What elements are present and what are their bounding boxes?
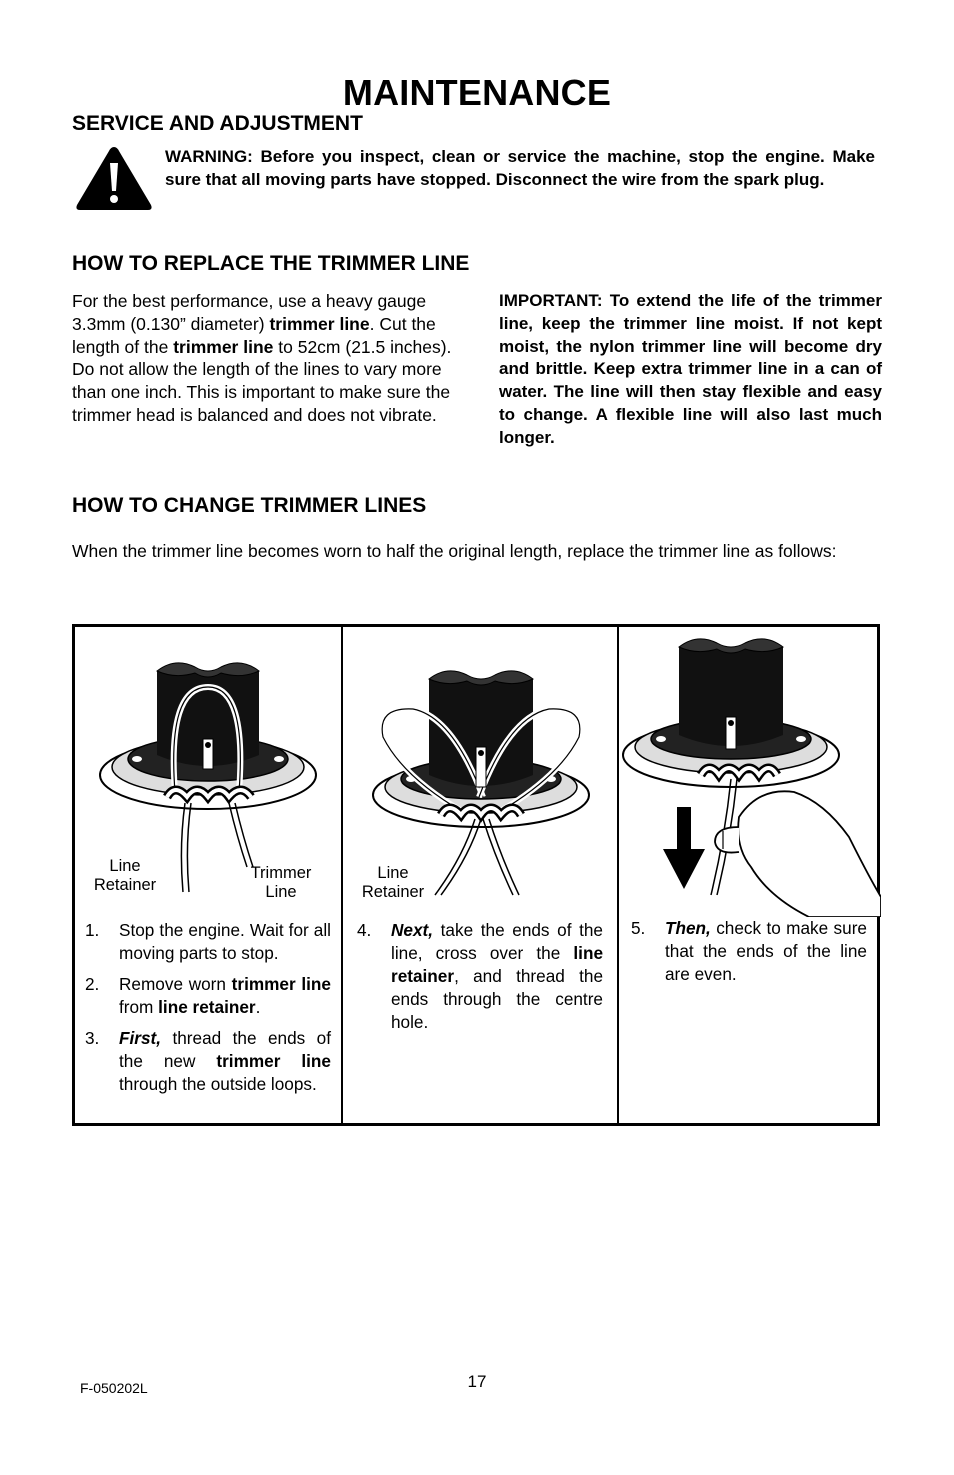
line-retainer-label: Line Retainer — [361, 864, 425, 901]
warning-text: WARNING: Before you inspect, clean or service the machine, stop the engine. Make sure that all moving parts have stopped. Disconnect the wire from the spark plug. — [165, 147, 875, 189]
step-4: 4. Next, take the ends of the line, cross over the line retainer, and thread the ends through the centre hole. — [357, 920, 603, 1032]
step-5: 5. Then, check to make sure that the ends of the line are even. — [631, 918, 867, 984]
service-heading: SERVICE AND ADJUSTMENT — [72, 112, 363, 135]
line-retainer-label: Line Retainer — [93, 857, 157, 894]
steps-5 — [631, 917, 867, 994]
important-note: IMPORTANT: To extend the life of the trimmer line, keep the trimmer line moist. If not kept moist, the nylon trimmer line will become dry and brittle. Keep extra trimmer line in a can of water. The line will then stay flexible and easy to change. A flexible line will also last much longer. — [499, 291, 882, 447]
replace-body: For the best performance, use a heavy gauge 3.3mm (0.130” diameter) trimmer line. Cut the length of the trimmer line to 52cm (21.5 inches). Do not allow the length of the lines to vary more than one inch. This is important to make sure the trimmer head is balanced and does not vibrate. — [72, 291, 452, 425]
change-intro: When the trimmer line becomes worn to half the original length, replace the trimmer line as follows: — [72, 541, 837, 561]
steps-1-3 — [85, 919, 331, 1104]
step-1: 1. Stop the engine. Wait for all moving parts to stop. — [85, 920, 331, 963]
change-heading: HOW TO CHANGE TRIMMER LINES — [72, 494, 427, 517]
warning-triangle-icon — [74, 143, 154, 213]
document-code: F-050202L — [80, 1380, 148, 1396]
panel-step-5 — [617, 627, 877, 1123]
step-2: 2. Remove worn trimmer line from line retainer. — [85, 974, 331, 1017]
instruction-panels — [72, 624, 880, 1126]
replace-heading: HOW TO REPLACE THE TRIMMER LINE — [72, 252, 470, 275]
steps-4 — [357, 919, 603, 1042]
panel-step-1-3 — [75, 627, 341, 1123]
page-title: MAINTENANCE — [342, 72, 612, 113]
trimmer-line-label: Trimmer Line — [250, 864, 312, 901]
panel-step-4 — [341, 627, 617, 1123]
page-number: 17 — [467, 1372, 487, 1391]
trimmer-head-illustration-3 — [619, 627, 881, 917]
step-3: 3. First, thread the ends of the new trimmer line through the outside loops. — [85, 1028, 331, 1094]
